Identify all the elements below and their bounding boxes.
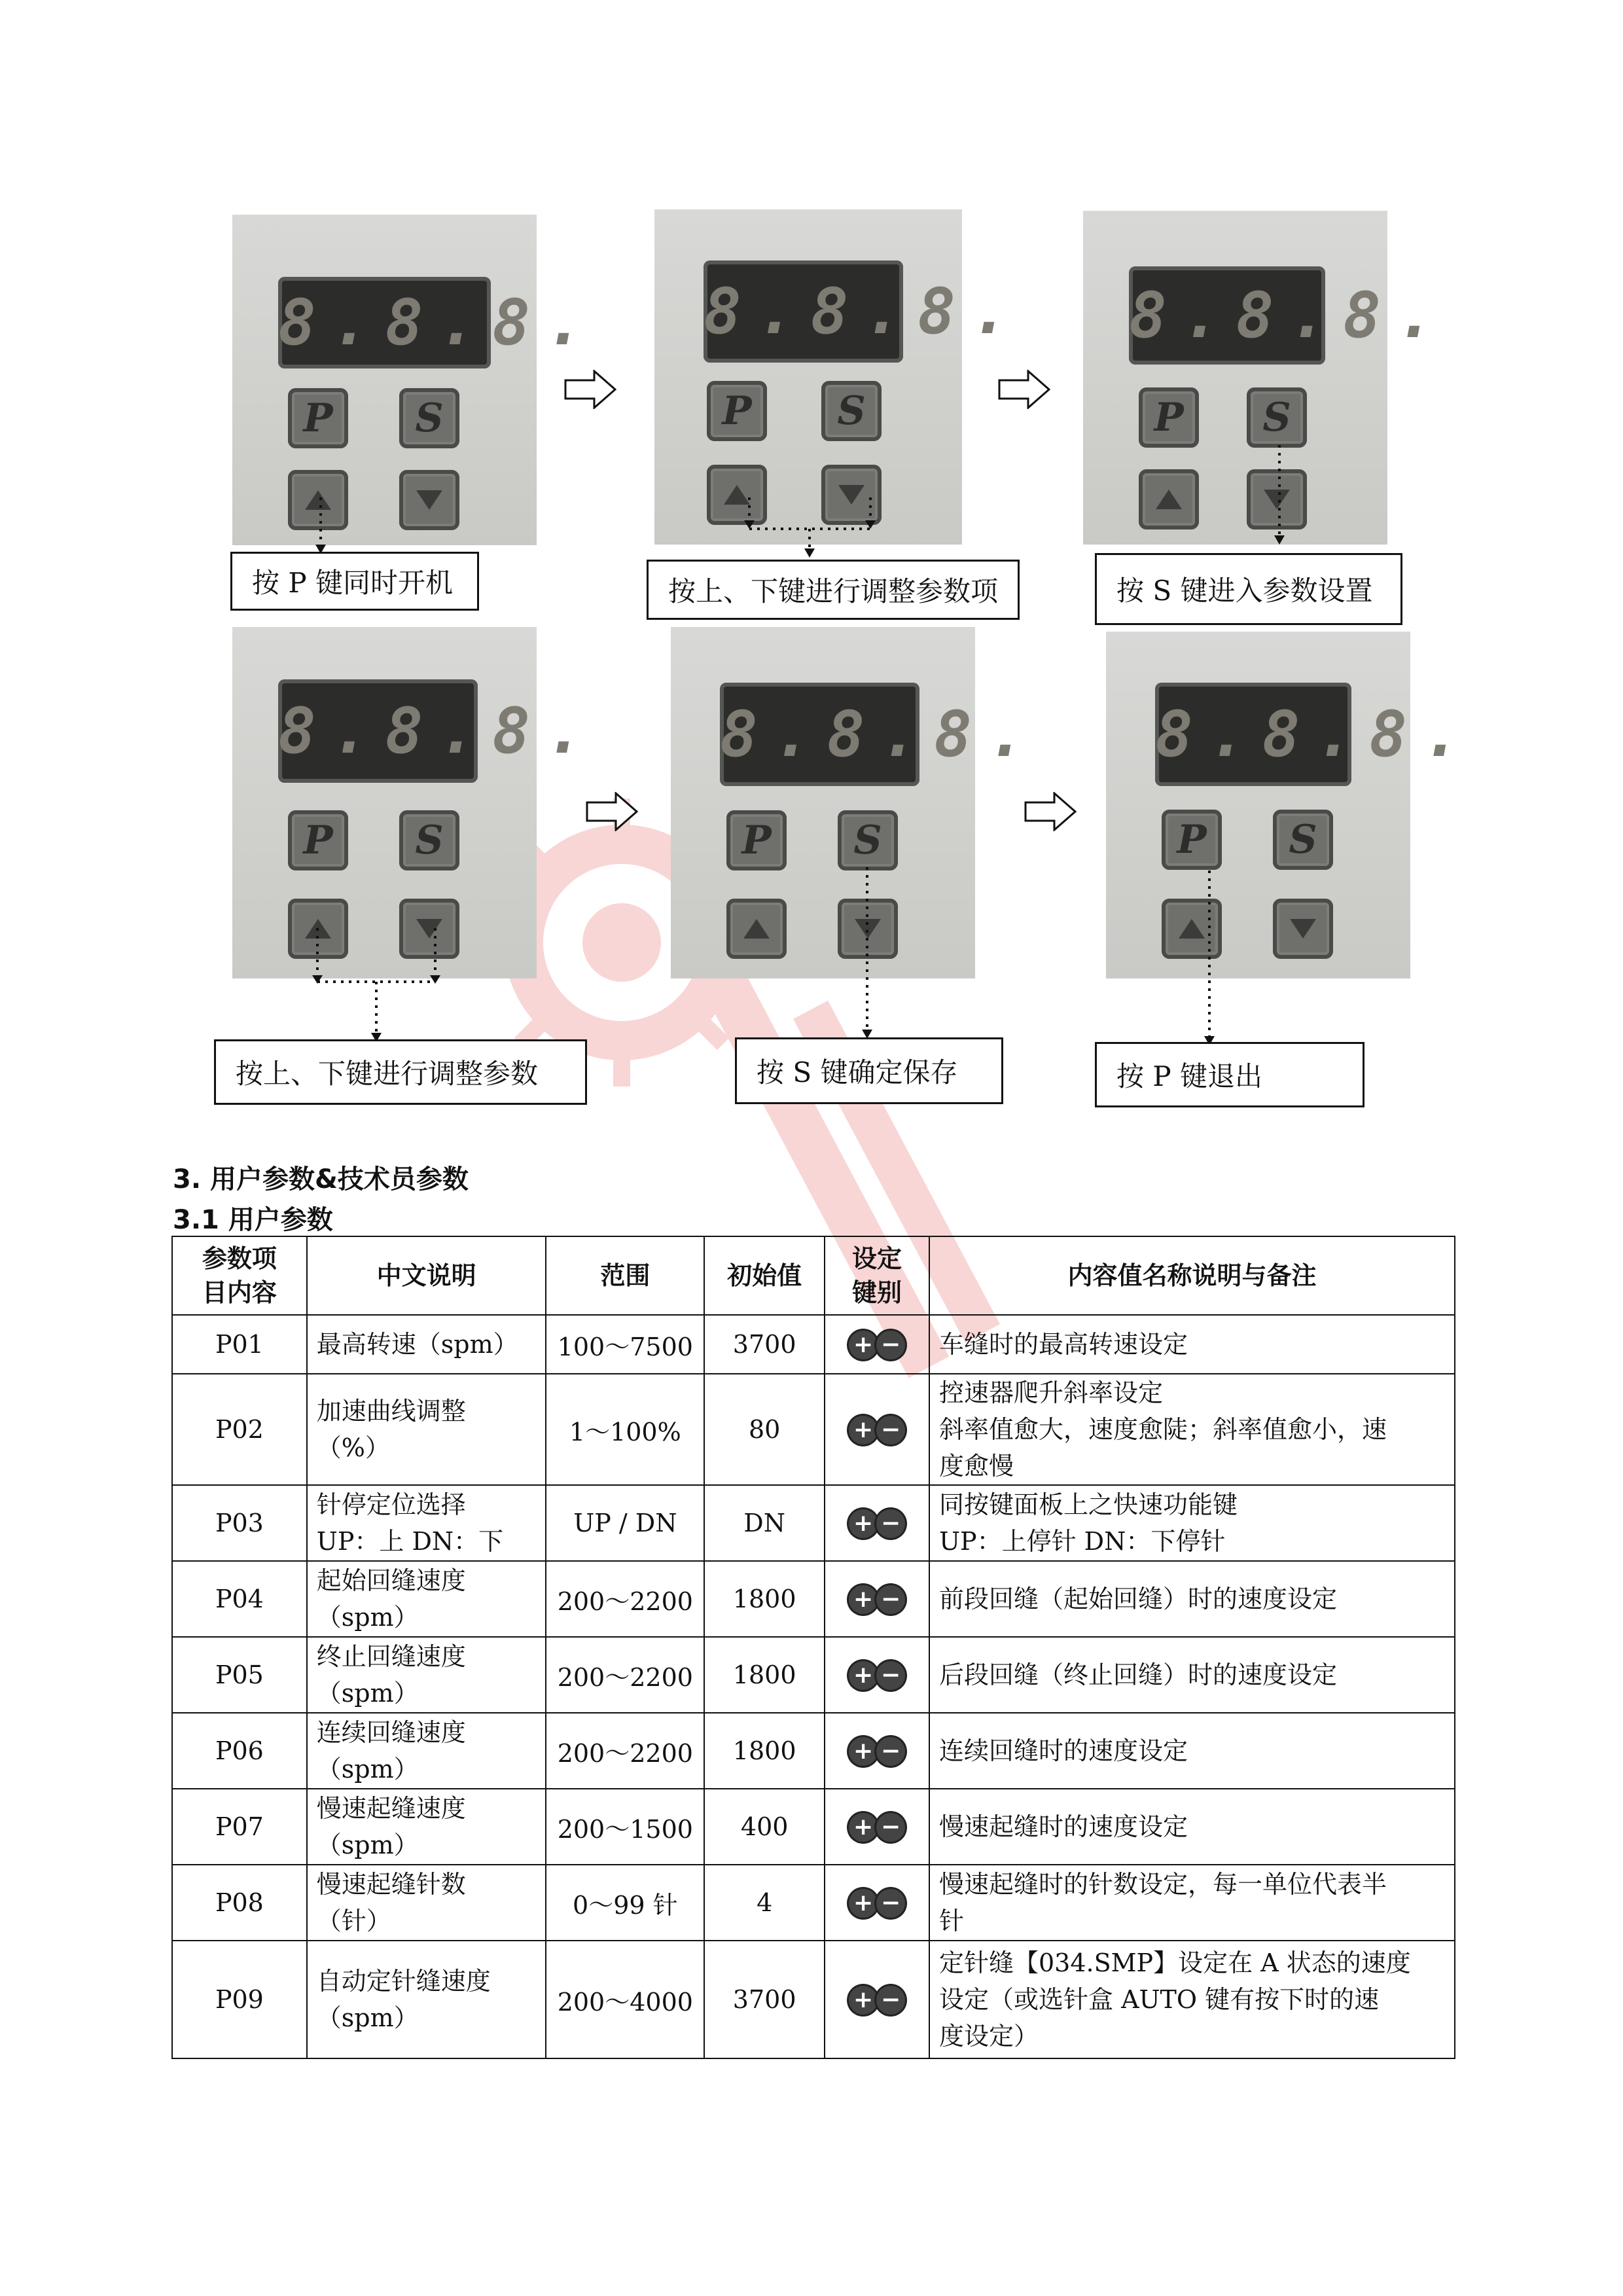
s-key-label: S	[837, 388, 866, 434]
param-notes: 前段回缝（起始回缝）时的速度设定	[929, 1561, 1455, 1637]
s-key-label: S	[415, 395, 444, 441]
param-range: 1～100%	[546, 1374, 704, 1485]
table-row	[172, 1374, 1455, 1485]
param-notes: 连续回缝时的速度设定	[929, 1713, 1455, 1789]
step-5-callout	[735, 1037, 1003, 1104]
s-key-label: S	[1289, 817, 1317, 863]
param-id: P08	[172, 1865, 307, 1941]
table-row	[172, 1789, 1455, 1865]
minus-key-icon: −	[876, 1416, 905, 1444]
param-set-keys	[825, 1485, 929, 1561]
plus-key-icon: +	[849, 1661, 878, 1690]
p-key-label: P	[303, 817, 333, 863]
header-param-item: 参数项 目内容	[172, 1236, 307, 1315]
step-3-callout	[1095, 553, 1402, 625]
param-range: 200～2200	[546, 1713, 704, 1789]
plus-key-icon: +	[849, 1813, 878, 1842]
s-key-label: S	[1262, 395, 1291, 440]
plus-key-icon: +	[849, 1509, 878, 1538]
s-key-label: S	[415, 817, 444, 863]
param-description: 终止回缝速度 （spm）	[307, 1637, 546, 1713]
param-notes: 慢速起缝时的速度设定	[929, 1789, 1455, 1865]
step-5-text: 按 S 键确定保存	[757, 1056, 958, 1088]
display-digits: 8.8.8.	[278, 286, 599, 359]
step-2-callout	[647, 560, 1020, 620]
param-range: 0～99 针	[546, 1865, 704, 1941]
param-set-keys	[825, 1789, 929, 1865]
minus-key-icon: −	[876, 1889, 905, 1918]
table-row	[172, 1315, 1455, 1374]
minus-key-icon: −	[876, 1813, 905, 1842]
plus-key-icon: +	[849, 1737, 878, 1766]
param-description: 最高转速（spm）	[307, 1315, 546, 1374]
step-6-text: 按 P 键退出	[1116, 1060, 1262, 1092]
param-notes: 同按键面板上之快速功能键 UP：上停针 DN：下停针	[929, 1485, 1455, 1561]
param-range: 100～7500	[546, 1315, 704, 1374]
plus-key-icon: +	[849, 1986, 878, 2015]
plus-key-icon: +	[849, 1331, 878, 1359]
param-description: 起始回缝速度 （spm）	[307, 1561, 546, 1637]
param-initial: 4	[704, 1865, 825, 1941]
param-id: P01	[172, 1315, 307, 1374]
step-1-text: 按 P 键同时开机	[252, 567, 453, 599]
display-digits: 8.8.8.	[704, 275, 1025, 348]
step-4-callout	[214, 1039, 587, 1105]
param-initial: 400	[704, 1789, 825, 1865]
param-range: UP / DN	[546, 1485, 704, 1561]
param-id: P06	[172, 1713, 307, 1789]
param-initial: 3700	[704, 1941, 825, 2058]
plus-key-icon: +	[849, 1889, 878, 1918]
table-row	[172, 1561, 1455, 1637]
display-digits: 8.8.8.	[1155, 698, 1476, 771]
param-id: P05	[172, 1637, 307, 1713]
p-key-label: P	[303, 395, 333, 441]
param-description: 慢速起缝针数 （针）	[307, 1865, 546, 1941]
param-id: P04	[172, 1561, 307, 1637]
param-notes: 慢速起缝时的针数设定，每一单位代表半 针	[929, 1865, 1455, 1941]
step-6-callout	[1095, 1042, 1364, 1107]
minus-key-icon: −	[876, 1331, 905, 1359]
p-key-label: P	[1154, 395, 1184, 440]
display-digits: 8.8.8.	[278, 694, 599, 768]
p-key-label: P	[1177, 817, 1207, 863]
header-notes: 内容值名称说明与备注	[929, 1236, 1455, 1315]
param-notes: 后段回缝（终止回缝）时的速度设定	[929, 1637, 1455, 1713]
p-key-label: P	[741, 817, 772, 863]
param-initial: 1800	[704, 1637, 825, 1713]
param-set-keys	[825, 1713, 929, 1789]
param-id: P03	[172, 1485, 307, 1561]
param-initial: 3700	[704, 1315, 825, 1374]
param-description: 连续回缝速度 （spm）	[307, 1713, 546, 1789]
param-initial: 1800	[704, 1561, 825, 1637]
header-description: 中文说明	[307, 1236, 546, 1315]
param-set-keys	[825, 1374, 929, 1485]
param-range: 200～2200	[546, 1561, 704, 1637]
plus-key-icon: +	[849, 1416, 878, 1444]
subsection-title: 3.1 用户参数	[173, 1205, 333, 1235]
step-2-text: 按上、下键进行调整参数项	[668, 575, 999, 607]
p-key-label: P	[722, 388, 752, 434]
minus-key-icon: −	[876, 1737, 905, 1766]
param-notes: 控速器爬升斜率设定 斜率值愈大，速度愈陡；斜率值愈小，速 度愈慢	[929, 1374, 1455, 1485]
table-row	[172, 1485, 1455, 1561]
minus-key-icon: −	[876, 1661, 905, 1690]
minus-key-icon: −	[876, 1585, 905, 1614]
minus-key-icon: −	[876, 1509, 905, 1538]
table-row	[172, 1941, 1455, 2058]
step-1-callout	[230, 552, 479, 611]
param-range: 200～1500	[546, 1789, 704, 1865]
param-set-keys	[825, 1561, 929, 1637]
param-description: 自动定针缝速度 （spm）	[307, 1941, 546, 2058]
param-range: 200～2200	[546, 1637, 704, 1713]
param-description: 针停定位选择 UP：上 DN：下	[307, 1485, 546, 1561]
minus-key-icon: −	[876, 1986, 905, 2015]
plus-key-icon: +	[849, 1585, 878, 1614]
param-initial: 1800	[704, 1713, 825, 1789]
param-description: 慢速起缝速度 （spm）	[307, 1789, 546, 1865]
param-id: P09	[172, 1941, 307, 2058]
param-set-keys	[825, 1637, 929, 1713]
param-notes: 定针缝【034.SMP】设定在 A 状态的速度 设定（或选针盒 AUTO 键有按下时的速 度设定）	[929, 1941, 1455, 2058]
param-range: 200～4000	[546, 1941, 704, 2058]
param-set-keys	[825, 1865, 929, 1941]
table-row	[172, 1637, 1455, 1713]
header-range: 范围	[546, 1236, 704, 1315]
header-set-key: 设定 键别	[825, 1236, 929, 1315]
header-initial-value: 初始值	[704, 1236, 825, 1315]
param-notes: 车缝时的最高转速设定	[929, 1315, 1455, 1374]
step-4-text: 按上、下键进行调整参数	[236, 1058, 539, 1090]
param-id: P02	[172, 1374, 307, 1485]
step-3-text: 按 S 键进入参数设置	[1116, 575, 1373, 607]
display-digits: 8.8.8.	[720, 698, 1041, 771]
display-digits: 8.8.8.	[1129, 279, 1450, 352]
param-set-keys	[825, 1941, 929, 2058]
param-set-keys	[825, 1315, 929, 1374]
param-initial: DN	[704, 1485, 825, 1561]
param-description: 加速曲线调整 （%）	[307, 1374, 546, 1485]
table-row	[172, 1713, 1455, 1789]
table-row	[172, 1865, 1455, 1941]
s-key-label: S	[853, 817, 882, 863]
user-parameter-table	[171, 1236, 1455, 2059]
param-id: P07	[172, 1789, 307, 1865]
section-title: 3. 用户参数&技术员参数	[173, 1164, 469, 1194]
param-initial: 80	[704, 1374, 825, 1485]
table-header-row	[172, 1236, 1455, 1315]
